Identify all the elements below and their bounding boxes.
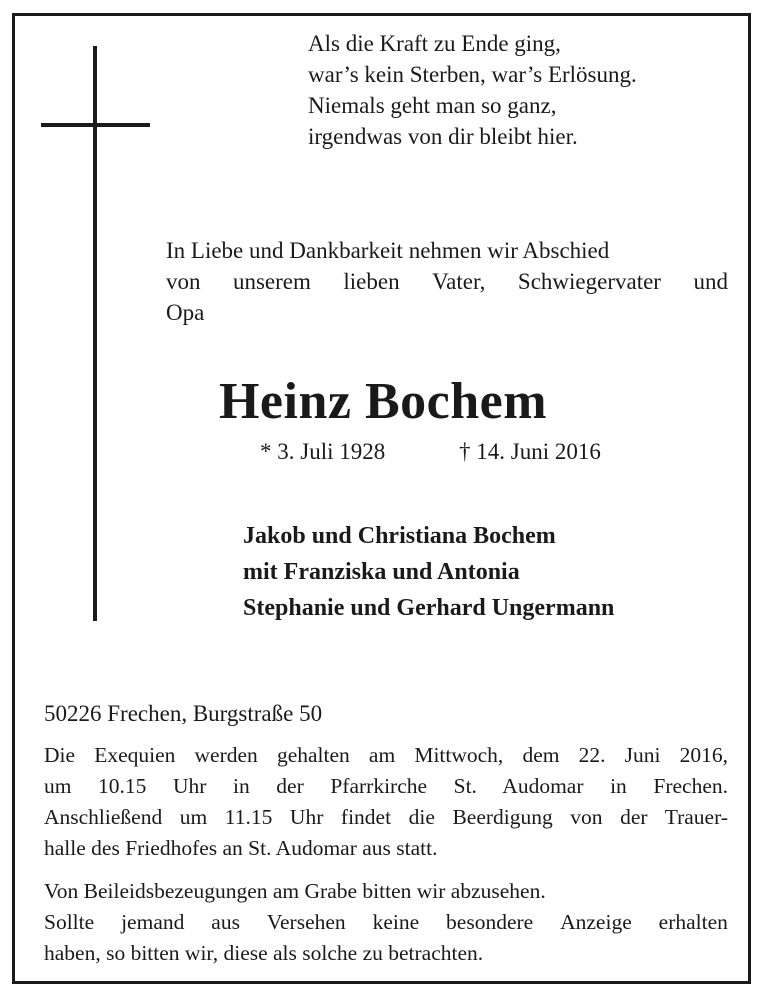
exequies-line: um 10.15 Uhr in der Pfarrkirche St. Audomar in Frechen. <box>44 774 728 798</box>
cross-vertical-bar <box>93 46 97 621</box>
poem-line: Niemals geht man so ganz, <box>308 93 557 118</box>
condolences-word: keine <box>372 910 420 934</box>
exequies-line: halle des Friedhofes an St. Audomar aus statt. <box>44 836 438 860</box>
intro-line-3: Opa <box>166 300 205 325</box>
intro-line-2 <box>166 266 728 297</box>
poem <box>308 28 728 152</box>
condolences-word: Anzeige <box>560 910 632 934</box>
condolences-line-2 <box>44 907 728 938</box>
condolences-word: aus <box>211 910 240 934</box>
condolences-word: jemand <box>121 910 185 934</box>
intro-line-1: In Liebe und Dankbarkeit nehmen wir Abschied <box>166 238 610 263</box>
poem-line: irgendwas von dir bleibt hier. <box>308 124 578 149</box>
poem-line: Als die Kraft zu Ende ging, <box>308 31 561 56</box>
exequies-paragraph <box>44 740 728 864</box>
exequies-line: Die Exequien werden gehalten am Mittwoch, dem 22. Juni 2016, <box>44 743 728 767</box>
address: 50226 Frechen, Burgstraße 50 <box>44 701 323 726</box>
condolences-line-1: Von Beileidsbezeugungen am Grabe bitten wir abzusehen. <box>44 879 546 903</box>
intro-word: und <box>693 269 728 294</box>
intro-text <box>166 235 728 328</box>
intro-word: lieben <box>343 269 400 294</box>
condolences-word: erhalten <box>658 910 728 934</box>
family-line: mit Franziska und Antonia <box>243 559 520 585</box>
deceased-name: Heinz Bochem <box>218 373 548 430</box>
intro-word: Vater, <box>432 269 486 294</box>
birth-date: * 3. Juli 1928 <box>260 439 386 464</box>
intro-word: unserem <box>232 269 311 294</box>
death-date: † 14. Juni 2016 <box>459 439 601 464</box>
poem-line: war’s kein Sterben, war’s Erlösung. <box>308 62 637 87</box>
condolences-word: besondere <box>446 910 534 934</box>
intro-word: Schwiegervater <box>517 269 661 294</box>
exequies-line: Anschließend um 11.15 Uhr findet die Beerdigung von der Trauer- <box>44 805 728 829</box>
condolences-word: Versehen <box>266 910 346 934</box>
family-line: Jakob und Christiana Bochem <box>243 523 556 549</box>
condolences-paragraph <box>44 876 728 969</box>
family-signatures <box>243 518 614 626</box>
family-line: Stephanie und Gerhard Ungermann <box>243 595 615 621</box>
cross-horizontal-bar <box>41 123 150 127</box>
intro-word: von <box>166 269 201 294</box>
condolences-word: Sollte <box>44 910 95 934</box>
condolences-line-3: haben, so bitten wir, diese als solche zu betrachten. <box>44 941 484 965</box>
